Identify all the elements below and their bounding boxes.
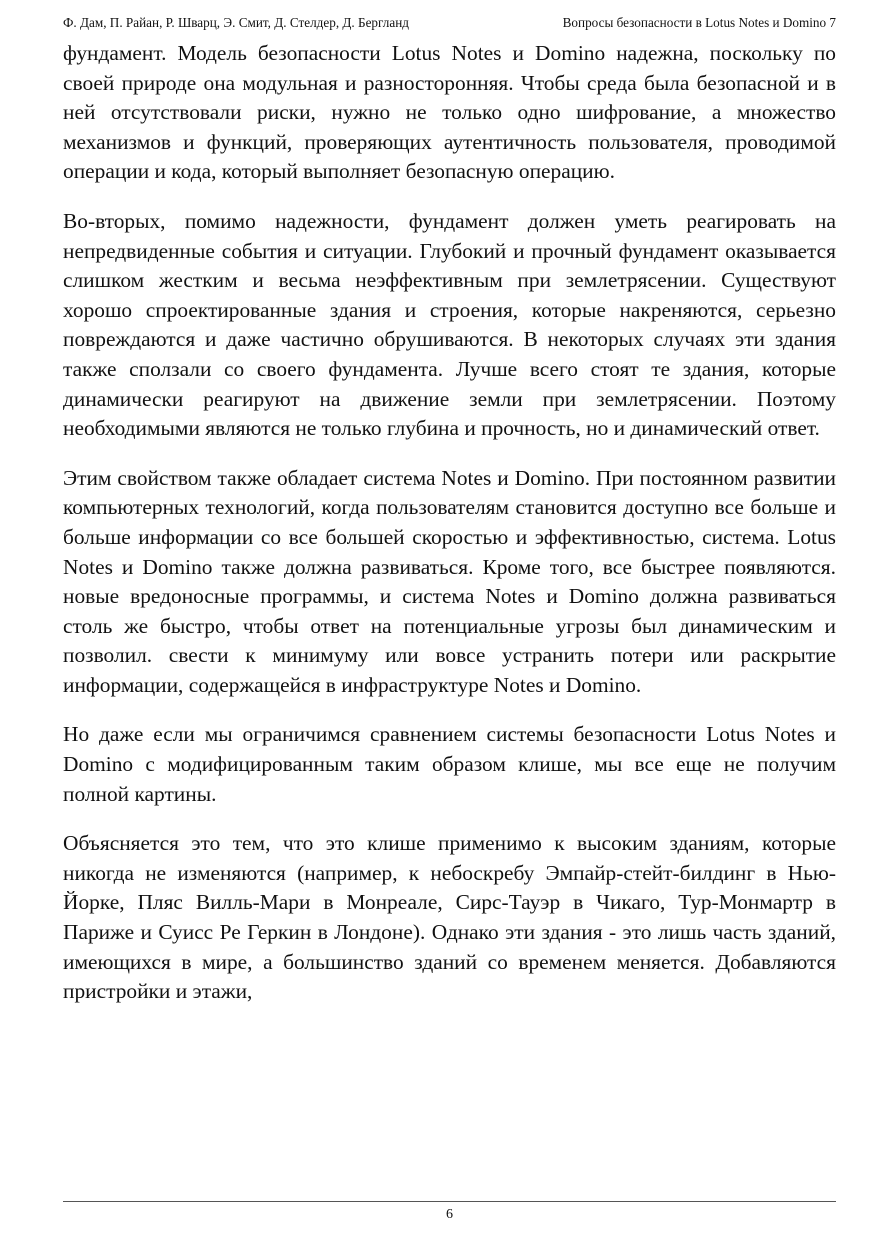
paragraph-3: Этим свойством также обладает система Notes и Domino. При постоянном развитии компьютерных технологий, когда пользователям становится доступно все больше и больше информации со все большей скоростью и эффективностью, система. Lotus Notes и Domino также должна развиваться. Кроме того, все быстрее появляются. новые вредоносные программы, и система Notes и Domino должна развиваться столь же быстро, чтобы ответ на потенциальные угрозы был динамическим и позволил. свести к минимуму или вовсе устранить потери или раскрытие информации, содержащейся в инфраструктуре Notes и Domino. [63, 465, 836, 697]
paragraph-2: Во-вторых, помимо надежности, фундамент должен уметь реагировать на непредвиденные события и ситуации. Глубокий и прочный фундамент оказывается слишком жестким и весьма неэффективным при землетрясении. Существуют хорошо спроектированные здания и строения, которые накреняются, серьезно повреждаются и даже частично обрушиваются. В некоторых случаях эти здания также сползали со своего фундамента. Лучше всего стоят те здания, которые динамически реагируют на движение земли при землетрясении. Поэтому необходимыми являются не только глубина и прочность, но и динамический ответ. [63, 208, 836, 441]
paragraph-1: фундамент. Модель безопасности Lotus Notes и Domino надежна, поскольку по своей природе она модульная и разносторонняя. Чтобы среда была безопасной и в ней отсутствовали риски, нужно не только одно шифрование, а множество механизмов и функций, проверяющих аутентичность пользователя, проводимой операции и кода, который выполняет безопасную операцию. [63, 41, 836, 184]
header-authors: Ф. Дам, П. Райан, Р. Шварц, Э. Смит, Д. Стелдер, Д. Бергланд [63, 15, 409, 30]
footer-divider [63, 1201, 836, 1202]
paragraph-5: Объясняется это тем, что это клише применимо к высоким зданиям, которые никогда не изменяются (например, к небоскребу Эмпайр-стейт-билдинг в Нью-Йорке, Пляс Вилль-Мари в Монреале, Сирс-Тауэр в Чикаго, Тур-Монмартр в Париже и Суисс Ре Геркин в Лондоне). Однако эти здания - это лишь часть зданий, имеющихся в мире, а большинство зданий со временем меняется. Добавляются пристройки и этажи, [63, 831, 836, 1004]
page-body [63, 39, 836, 1027]
header-book-title: Вопросы безопасности в Lotus Notes и Domino 7 [562, 15, 836, 30]
page-number: 6 [446, 1207, 453, 1222]
running-header [63, 14, 836, 32]
paragraph-4: Но даже если мы ограничимся сравнением системы безопасности Lotus Notes и Domino с модифицированным таким образом клише, мы все еще не получим полной картины. [63, 722, 836, 806]
